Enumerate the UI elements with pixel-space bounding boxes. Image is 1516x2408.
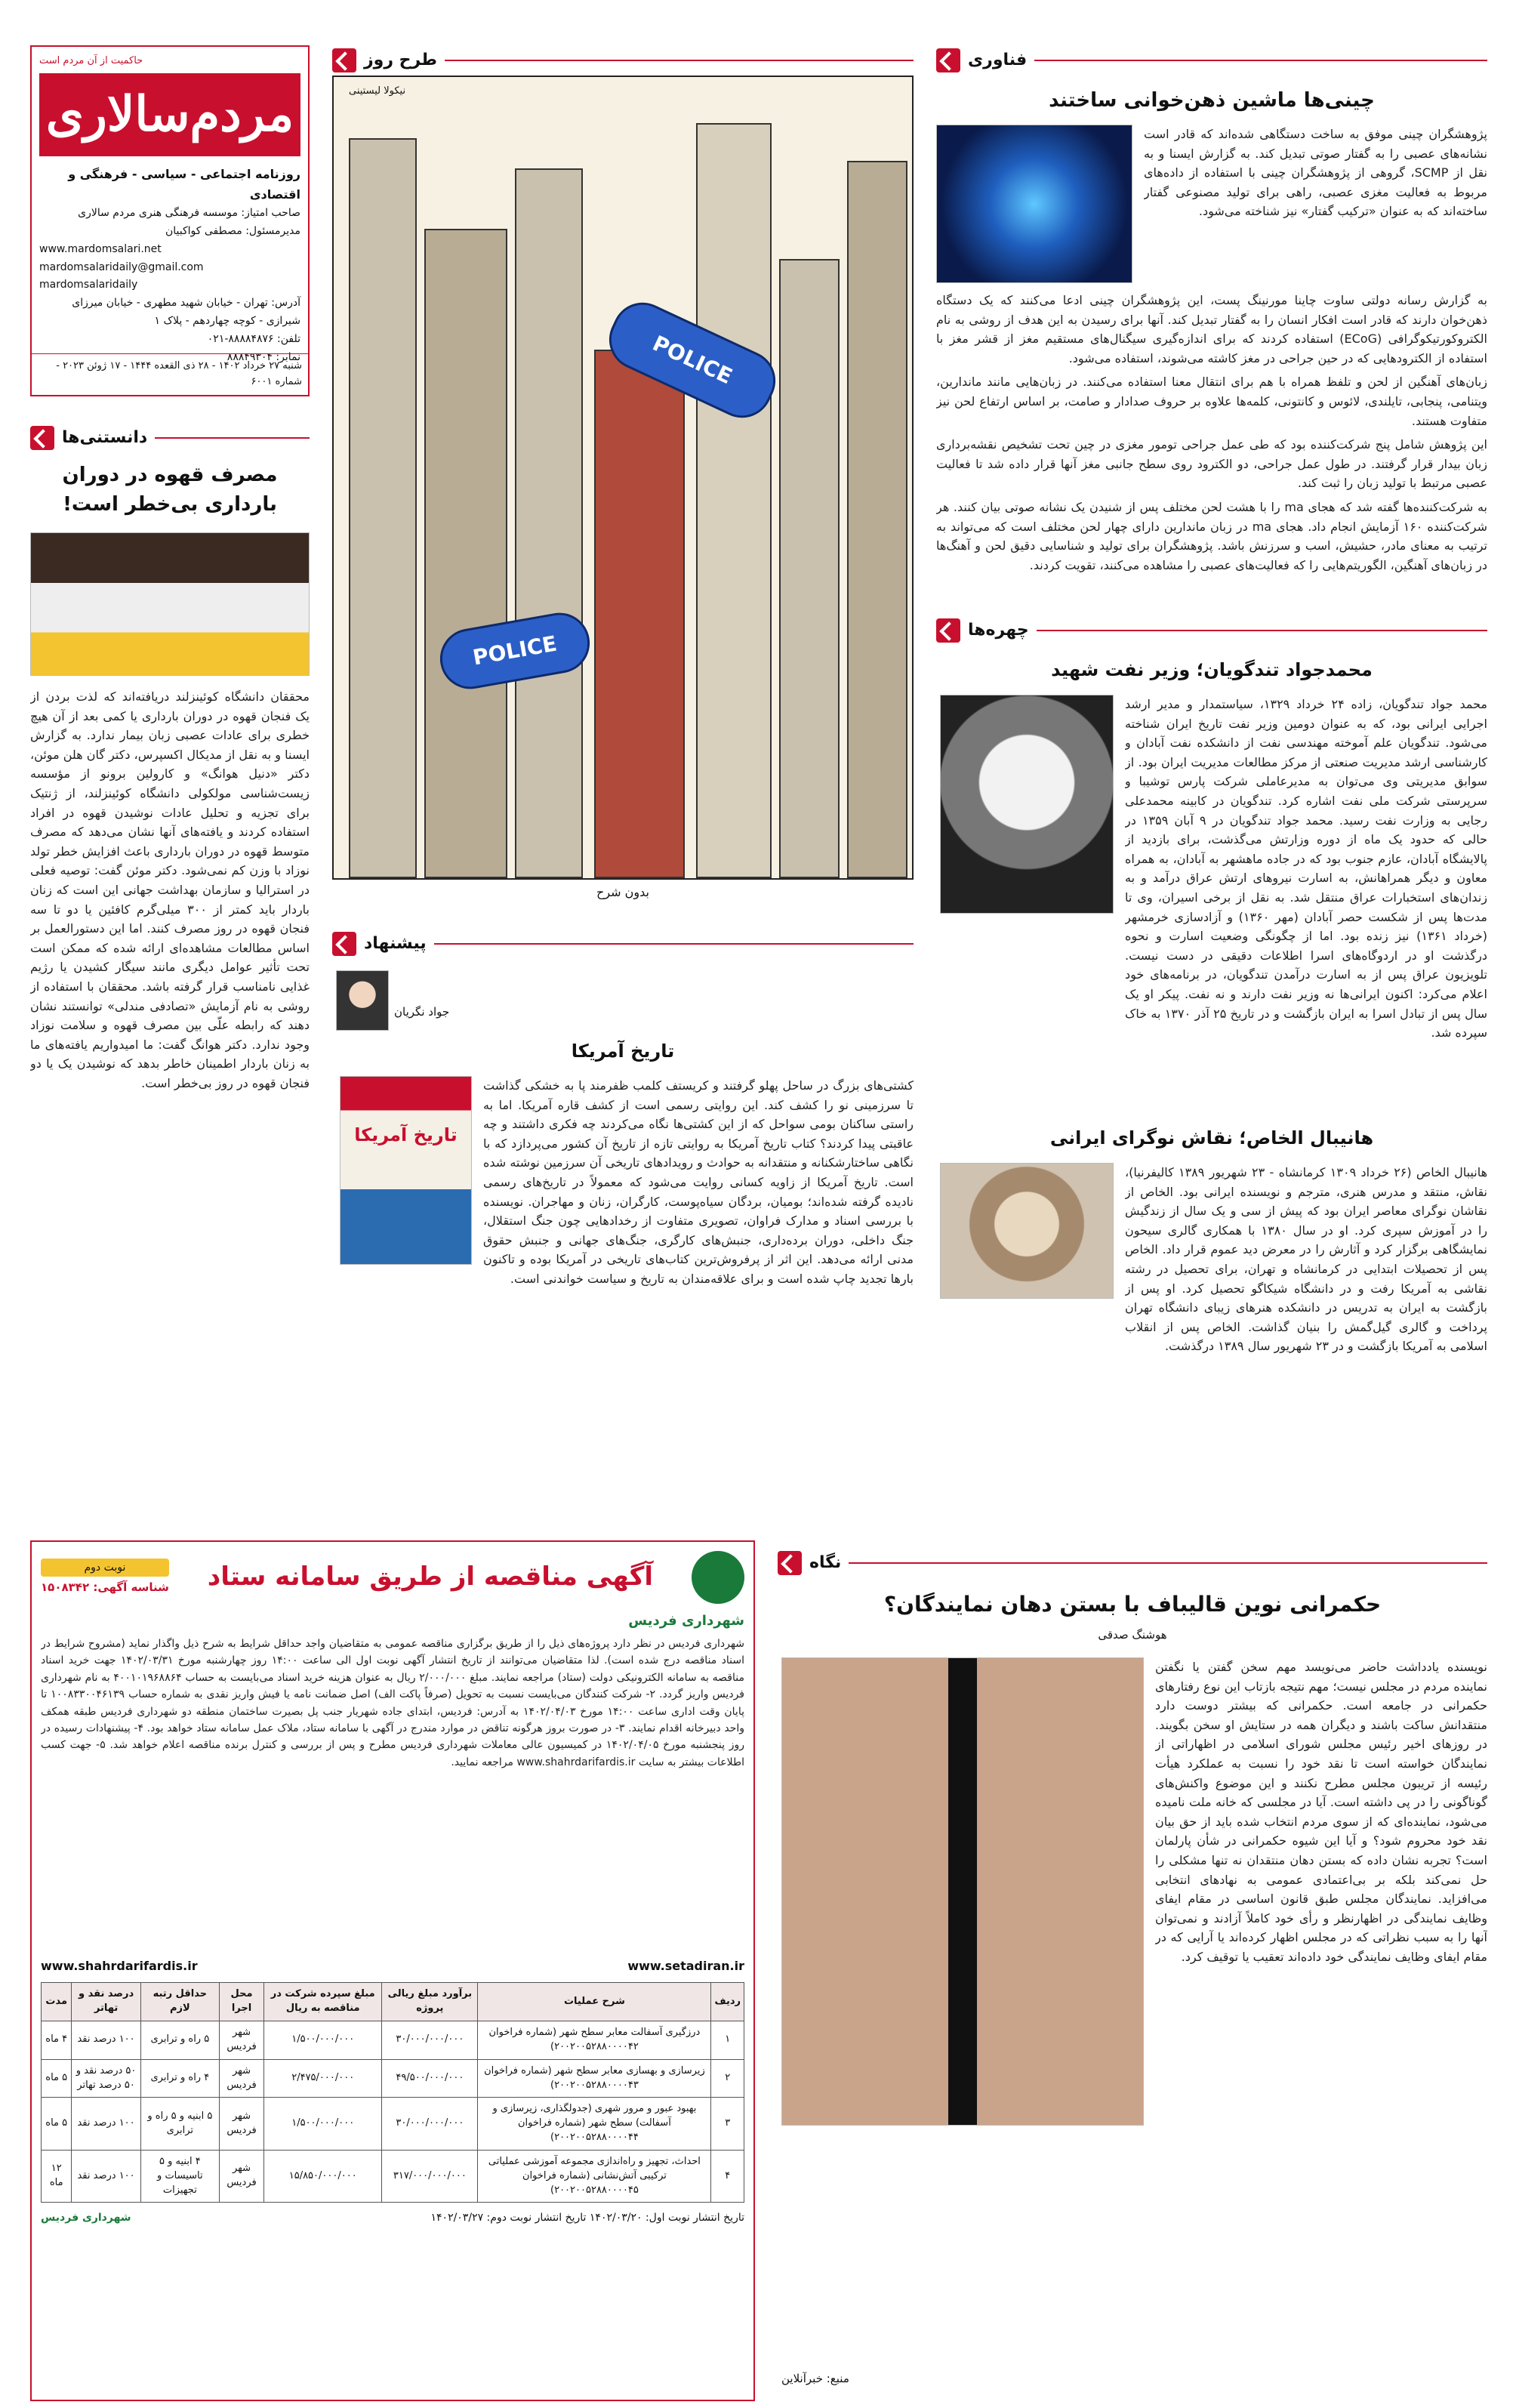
- knowledge-title: مصرف قهوه در دوران بارداری بی‌خطر است!: [62, 464, 278, 516]
- masthead: [30, 45, 310, 396]
- section-header-knowledge: [30, 423, 310, 453]
- masthead-tagline: حاکمیت از آن مردم است: [39, 55, 143, 66]
- view-source: منبع: خبرآنلاین: [781, 2372, 849, 2385]
- masthead-date: شنبه ۲۷ خرداد ۱۴۰۲ - ۲۸ ذی القعده ۱۴۴۴ - ۱۷ ژوئن ۲۰۲۳ - شماره ۶۰۰۱: [32, 353, 308, 395]
- author-photo: [336, 970, 389, 1031]
- section-arrow-icon: [30, 426, 54, 450]
- cartoon-building: [779, 259, 840, 878]
- knowledge-body: محققان دانشگاه کوئینزلند دریافته‌اند که لذت بردن از یک فنجان قهوه در دوران بارداری یا کمی بعد از آن هیچ خطری برای عادات عصبی زبان بیمار ندارد. به گزارش ایسنا و به نقل از مدیکال اکسپرس، دکتر گان هلن موئن، دکتر «دنیل هوانگ» و کارولین برونو از مؤسسه زیست‌شناسی مولکولی دانشگاه کوئینزلند، از ژنتیک برای تجزیه و تحلیل عادات نوشیدن قهوه در افراد استفاده کردند و یافته‌های آنها نشان می‌دهد که مصرف متوسط قهوه در دوران بارداری باعث افزایش خطر تولد نوزاد با وزن کم نمی‌شود. دکتر موئن گفت: توصیه فعلی در استرالیا و سازمان بهداشت جهانی این است که زنان باردار باید کمتر از ۳۰۰ میلی‌گرم کافئین یا دو تا سه فنجان قهوه در روز مصرف کنند. اما این دستورالعمل بر اساس مطالعات مشاهده‌ای ارائه شده که ممکن است تحت تأثیر عوامل دیگری مانند سیگار کشیدن یا رژیم غذایی نامناسب قرار گرفته باشد. محققان با استفاده از روشی به نام آزمایش «تصادفی مندلی» توانستند نشان دهند که رابطه علّی بین مصرف قهوه و سلامت نوزاد وجود ندارد. دکتر هوانگ گفت: ما امیدواریم یافته‌های ما به زنان باردار اطمینان خاطر بدهد که نوشیدن یک یا دو فنجان قهوه در روز بی‌خطر است.: [30, 689, 310, 1090]
- tender-ad: [30, 1540, 755, 2401]
- tech-title: چینی‌ها ماشین ذهن‌خوانی ساختند: [1049, 89, 1375, 112]
- tech-paragraph-4: این پژوهش شامل پنج شرکت‌کننده بود که طی عمل جراحی تومور مغزی در چین تحت تشخیص نقشه‌برداری زبان بیدار قرار گرفتند. در طول عمل جراحی، دو الکترود روی سطح جانبی مغز آنها قرار داده شد تا فعالیت عصبی مرتبط با تولید زبان را ثبت کند.: [936, 437, 1487, 491]
- column-header: ردیف: [711, 1983, 744, 2021]
- table-cell: ۱: [711, 2021, 744, 2059]
- tender-footer: [41, 2210, 744, 2225]
- column-header: مدت: [42, 1983, 72, 2021]
- police-sign: POLICE: [599, 293, 785, 428]
- tender-table-header: [42, 1983, 744, 2021]
- section-rule: [445, 60, 914, 61]
- book-cover: [340, 1076, 472, 1265]
- tech-paragraph-2: به گزارش رسانه دولتی ساوت چاینا مورنینگ پست، این پژوهشگران چینی ادعا می‌کنند که یک دستگاه ذهن‌خوان دارند که قادر است افکار انسان را به گفتار تبدیل کند. آنها برای رسیدن به این هدف از روشی به نام الکتروکورتیکوگرافی (ECoG) استفاده کردند که برای اندازه‌گیری سیگنال‌های مستقیم مغز از قشر مغز با استفاده از الکترودهایی که در حین جراحی در مغز کاشته می‌شوند، استفاده می‌شود.: [936, 293, 1487, 365]
- cartoon-building: [594, 350, 685, 878]
- tender-links: [41, 1957, 744, 1975]
- newspaper-logo: مردم‌سالاری: [39, 73, 300, 156]
- column-header: برآورد مبلغ ریالی پروژه: [382, 1983, 478, 2021]
- table-cell: ۳۰/۰۰۰/۰۰۰/۰۰۰: [382, 2021, 478, 2059]
- faces-person1-body: محمد جواد تندگویان، زاده ۲۴ خرداد ۱۳۲۹، سیاستمدار و مدیر ارشد اجرایی ایرانی بود، که به عنوان دومین وزیر نفت تاریخ ایران شناخته می‌شود. تندگویان علم آموخته مهندسی نفت از دانشکده نفت آبادان و کارشناسی ارشد مدیریت صنعتی از مرکز مطالعات مدیریت ایران بود. از سوابق مدیریتی وی می‌توان به مدیرعاملی شرکت پارس توشیبا و سرپرستی شرکت ملی نفت اشاره کرد. تندگویان در کابینه محمدعلی رجایی به وزارت نفت رسید. محمد جواد تندگویان در ۹ آبان ۱۳۵۹ در حالی که حدود یک ماه از دوره وزارتش می‌گذشت، برای بازدید از پالایشگاه آبادان، عازم جنوب بود که در جاده ماهشهر به آبادان، به همراه معاون و دیگر همراهانش، به اسارت نیروهای ارتش عراق درآمد و به زندان‌های استخبارات عراق منتقل شد. به نقل از برخی اسیران، وی تا مدت‌ها پس از شکست حصر آبادان (مهر ۱۳۶۰) و آزادسازی خرمشهر (خرداد ۱۳۶۱) نیز زنده بود. اما از چگونگی وضعیت اسارت و نحوه درگذشت او در اردوگاه‌های اسرا اطلاعات دقیقی در دست نیست. تلویزیون عراق پس از به اسارت درآمدن تندگویان، در برنامه‌های خود اعلام می‌کرد: اکنون ایرانی‌ها نه وزیر نفت دارند و نه نفت. پیکر او یک سال پس از تبادل اسرا به ایران بازگشت و در تاریخ ۲۵ آذر ۱۳۷۰ به خاک سپرده شد.: [1125, 697, 1487, 1041]
- table-cell: بهبود عبور و مرور شهری (جدولگذاری، زیرسازی و آسفالت) سطح شهر (شماره فراخوان ۲۰۰۲۰۰۵۲۸۸۰۰۰۰۴۴): [478, 2098, 711, 2151]
- table-cell: شهر فردیس: [219, 2021, 263, 2059]
- table-cell: ۱۰۰ درصد نقد: [72, 2098, 140, 2151]
- book-cover-title: تاریخ آمریکا: [354, 1124, 458, 1145]
- column-header: مبلغ سپرده شرکت در مناقصه به ریال: [264, 1983, 382, 2021]
- column-header: شرح عملیات: [478, 1983, 711, 2021]
- cartoon-caption: بدون شرح: [596, 885, 649, 899]
- tech-paragraph-3: زبان‌های آهنگین از لحن و تلفظ همراه با هم برای انتقال معنا استفاده می‌کنند. در زبان‌هایی مانند ماندارین، ویتنامی، پنجابی، تایلندی، لائوس و کانتونی، کلمه‌ها علاوه بر حروف صدادار و صامت، بر اساس ارتفاع لحن نیز متفاوت هستند.: [936, 375, 1487, 428]
- tender-badge-box: [41, 1559, 169, 1596]
- section-header-suggestion: [332, 929, 914, 959]
- masthead-manager: مدیرمسئول: مصطفی کواکبیان: [165, 225, 300, 238]
- table-row: [42, 2021, 744, 2059]
- cartoon-building: [349, 138, 417, 878]
- table-cell: ۱۲ ماه: [42, 2150, 72, 2203]
- table-cell: ۱/۵۰۰/۰۰۰/۰۰۰: [264, 2098, 382, 2151]
- column-header: محل اجرا: [219, 1983, 263, 2021]
- table-row: [42, 2059, 744, 2098]
- masthead-phone: تلفن: ۸۸۸۸۴۸۷۶-۰۲۱: [207, 332, 300, 345]
- section-arrow-icon: [936, 48, 960, 72]
- section-label: دانستنی‌ها: [62, 428, 148, 448]
- section-header-view: [778, 1548, 1487, 1578]
- section-header-faces: [936, 615, 1487, 646]
- cartoon-image: [332, 76, 914, 880]
- masthead-subtitle: روزنامه اجتماعی - سیاسی - فرهنگی و اقتصادی: [68, 166, 300, 202]
- table-cell: ۱۰۰ درصد نقد: [72, 2021, 140, 2059]
- table-cell: ۴ راه و ترابری: [140, 2059, 219, 2098]
- tender-org: شهرداری فردیس: [628, 1613, 744, 1629]
- brain-photo: [936, 125, 1132, 283]
- table-cell: ۵ راه و ترابری: [140, 2021, 219, 2059]
- tender-ad-id: شناسه آگهی: ۱۵۰۸۳۴۲: [41, 1580, 169, 1595]
- masthead-instagram[interactable]: mardomsalaridaily: [39, 279, 138, 291]
- section-rule: [155, 437, 310, 439]
- police-sign: POLICE: [436, 608, 595, 694]
- section-rule: [434, 943, 914, 945]
- table-cell: ۴ ماه: [42, 2021, 72, 2059]
- tender-footer-dates: تاریخ انتشار نوبت اول: ۱۴۰۲/۰۳/۲۰ تاریخ انتشار نوبت دوم: ۱۴۰۲/۰۳/۲۷: [430, 2212, 744, 2225]
- section-label: فناوری: [968, 51, 1028, 70]
- tender-table: [41, 1982, 744, 2203]
- table-cell: ۱۰۰ درصد نقد: [72, 2150, 140, 2203]
- tender-header: [41, 1551, 744, 1604]
- cartoon-building: [847, 161, 907, 878]
- suggestion-body: کشتی‌های بزرگ در ساحل پهلو گرفتند و کریستف کلمب ظفرمند پا به خشکی گذاشت تا سرزمینی نو را کشف کند. این روایتی رسمی است از کشف قاره آمریکا. اما به راستی ساکنان بومی سواحل که از این کشتی‌ها نگاه می‌کردند چه فکری داشتند و چه عاقبتی پیدا کردند؟ کتاب تاریخ آمریکا به روایتی تازه از تاریخ آن کشور می‌پردازد که با نگاهی ساختارشکنانه و منتقدانه به حوادث و رویدادهای تاریخی آن سرزمین نوشته شده است. تاریخ آمریکا از زاویه کسانی روایت می‌شود که معمولاً در تاریخ‌های رسمی نادیده گرفته شده‌اند؛ بومیان، بردگان سیاه‌پوست، کارگران، زنان و مهاجران. نویسنده با بررسی اسناد و مدارک فراوان، تصویری متفاوت از رخدادهایی چون جنگ استقلال، جنگ داخلی، دوران برده‌داری، جنبش‌های کارگری، جنگ‌های جهانی و جنبش حقوق مدنی ارائه می‌دهد. این اثر از پرفروش‌ترین کتاب‌های تاریخی در آمریکا بوده و تاکنون بارها تجدید چاپ شده است و برای علاقه‌مندان به تاریخ و سیاست خواندنی است.: [483, 1078, 914, 1286]
- tender-badge: نوبت دوم: [41, 1559, 169, 1577]
- suggestion-title: تاریخ آمریکا: [571, 1041, 675, 1062]
- view-title: حکمرانی نوین قالیباف با بستن دهان نمایندگان؟: [883, 1592, 1382, 1617]
- section-label: طرح روز: [364, 51, 437, 70]
- tech-paragraph-5: به شرکت‌کننده‌ها گفته شد که هجای ma را با هشت لحن مختلف پس از شنیدن یک نشانه صوتی بیان کنند. هر شرکت‌کننده ۱۶۰ آزمایش انجام داد. هجای ma در زبان ماندارین دارای چهار لحن مختلف است که می‌تواند به ترتیب به معنای مادر، حشیش، اسب و سرزنش باشد. پژوهشگران برای تولید و شناسایی دقیق لحن و آهنگ‌ها در زبان‌های آهنگین، الگوریتم‌هایی را که فعالیت‌های عصبی را مشاهده می‌کنند، تقویت کردند.: [936, 499, 1487, 572]
- table-cell: ۴: [711, 2150, 744, 2203]
- zipper-mouth-photo: [781, 1657, 1144, 2126]
- faces-person2-body: هانیبال الخاص (۲۶ خرداد ۱۳۰۹ کرمانشاه - ۲۳ شهریور ۱۳۸۹ کالیفرنیا)، نقاش، منتقد و مدرس هنری، مترجم و نویسنده ایرانی بود. الخاص از نقاشان نوگرای معاصر ایران بود که پیش از سی و یک سال از زندگیش را در آموزش سپری کرد. او در سال ۱۳۸۰ با همکاری گالری سیحون نمایشگاهی برگزار کرد و آثارش را در معرض دید عموم قرار داد. الخاص پس از تحصیلات ابتدایی در کرمانشاه و تهران، برای تحصیل در رشته نقاشی به آمریکا رفت و در دانشگاه شیکاگو تحصیل کرد. او پس از بازگشت به ایران به تدریس در دانشکده هنرهای زیبای دانشگاه تهران پرداخت و گالری گیل‌گمش را بنیان گذاشت. الخاص پس از انقلاب اسلامی به آمریکا بازگشت و در ۲۳ شهریور سال ۱۳۸۹ درگذشت.: [1125, 1165, 1487, 1354]
- coffee-photo: [30, 532, 310, 676]
- tandgooyan-portrait: [940, 695, 1114, 914]
- municipality-logo-icon: [692, 1551, 744, 1604]
- setad-link[interactable]: www.setadiran.ir: [627, 1959, 744, 1974]
- table-cell: ۴۹/۵۰۰/۰۰۰/۰۰۰: [382, 2059, 478, 2098]
- table-cell: ۲: [711, 2059, 744, 2098]
- section-arrow-icon: [936, 618, 960, 643]
- table-cell: ۴ ابنیه و ۵ تاسیسات و تجهیزات: [140, 2150, 219, 2203]
- table-cell: شهر فردیس: [219, 2059, 263, 2098]
- section-arrow-icon: [332, 48, 356, 72]
- alkhas-portrait: [940, 1163, 1114, 1299]
- table-cell: شهر فردیس: [219, 2098, 263, 2151]
- table-cell: ۱۵/۸۵۰/۰۰۰/۰۰۰: [264, 2150, 382, 2203]
- section-header-cartoon: [332, 45, 914, 76]
- tender-intro: شهرداری فردیس در نظر دارد پروژه‌های ذیل را از طریق برگزاری مناقصه عمومی به متقاضیان واجد حداقل شرایط به شرح ذیل واگذار نماید (مشروح شرایط در اسناد مناقصه درج شده است). لذا متقاضیان می‌توانند از تاریخ انتشار آگهی نوبت اول الی ساعت ۱۴:۰۰ روز چهارشنبه مورخ ۱۴۰۲/۰۳/۳۱ جهت خرید اسناد مناقصه به سامانه الکترونیکی دولت (ستاد) مراجعه نمایند. مبلغ ۲/۰۰۰/۰۰۰ ریال به عنوان هزینه خرید اسناد می‌بایست به حساب ۴۰۰۱۰۱۹۶۸۸۶۴ به نام شهرداری فردیس واریز گردد. ۲- شرکت کنندگان می‌بایست نسبت به تحویل (صرفاً پاکت الف) اصل ضمانت نامه یا فیش واریز نقدی به شماره حساب ۱۰۰۸۳۳۰۰۴۶۱۳۹ تا پایان وقت اداری ساعت ۱۴:۰۰ مورخ ۱۴۰۲/۰۴/۰۳ به آدرس: فردیس، ابتدای جاده شهریار جنب پل بصیرت ساختمان منطقه دو شهرداری فردیس طبقه همکف واحد دبیرخانه اقدام نمایند. ۳- در صورت بروز هرگونه تناقض در موارد مندرج در آگهی با سامانه ستاد، ملاک عمل سامانه ستاد خواهد بود. ۴- پیشنهادات رسیده در روز پنجشنبه مورخ ۱۴۰۲/۰۴/۰۵ در کمیسیون عالی معاملات شهرداری فردیس مطرح و پس از بررسی و کنترل برنده مناقصه اعلام خواهد شد. ۵- جهت کسب اطلاعات بیشتر به سایت www.shahrdarifardis.ir مراجعه نمایید.: [41, 1638, 744, 1768]
- column-header: حداقل رتبه لازم: [140, 1983, 219, 2021]
- section-label: نگاه: [809, 1553, 842, 1573]
- table-cell: ۵ ابنیه و ۵ راه و ترابری: [140, 2098, 219, 2151]
- masthead-address: آدرس: تهران - خیابان شهید مطهری - خیابان میرزای شیرازی - کوچه چهاردهم - پلاک ۱: [72, 297, 300, 327]
- section-rule: [849, 1562, 1487, 1564]
- section-arrow-icon: [332, 932, 356, 956]
- table-cell: ۳۰/۰۰۰/۰۰۰/۰۰۰: [382, 2098, 478, 2151]
- municipality-link[interactable]: www.shahrdarifardis.ir: [41, 1959, 198, 1974]
- table-cell: ۳: [711, 2098, 744, 2151]
- table-cell: ۲/۴۷۵/۰۰۰/۰۰۰: [264, 2059, 382, 2098]
- faces-person2-title: هانیبال الخاص؛ نقاش نوگرای ایرانی: [1049, 1127, 1374, 1149]
- table-cell: ۳۱۷/۰۰۰/۰۰۰/۰۰۰: [382, 2150, 478, 2203]
- tech-paragraph-1: پژوهشگران چینی موفق به ساخت دستگاهی شده‌اند که قادر است نشانه‌های عصبی را به گفتار صوتی تبدیل کند. به گزارش ایسنا و به نقل از SCMP، گروهی از پژوهشگران چینی با استفاده از داده‌های مربوط به فعالیت مغزی عصبی، راهی برای تولید مصنوعی گفتار ساخته‌اند که به عنوان «ترکیب گفتار» نیز شناخته می‌شود.: [1144, 127, 1487, 219]
- masthead-website[interactable]: www.mardomsalari.net: [39, 242, 162, 255]
- section-arrow-icon: [778, 1551, 802, 1575]
- section-rule: [1037, 630, 1487, 631]
- masthead-email[interactable]: mardomsalaridaily@gmail.com: [39, 261, 204, 273]
- cartoon-building: [696, 123, 772, 878]
- view-body: نویسنده یادداشت حاضر می‌نویسد مهم سخن گفتن یا نگفتن نماینده مردم در مجلس نیست؛ مهم نتیجه بازتاب این نوع رفتارهای حکمرانی در جامعه است. حکمرانی که بیشتر دوست دارد منتقدانش ساکت باشند و دیگران همه در ستایش او سخن بگویند. در روزهای اخیر رئیس مجلس شورای اسلامی در اظهاراتی از نمایندگان خواسته است تا نقد خود را نسبت به عملکرد هیأت رئیسه از تریبون مجلس مطرح نکنند و این موضوع واکنش‌های گوناگونی را در پی داشته است. آیا در مجلسی که خانه ملت نامیده می‌شود، نماینده‌ای که از سوی مردم انتخاب شده باید از حق بیان نقد خود محروم شود؟ و آیا این شیوه حکمرانی در شأن پارلمان است؟ تجربه نشان داده که بستن دهان منتقدان نه تنها مشکلی را حل نمی‌کند بلکه بر بی‌اعتمادی عمومی به نهادهای انتخابی می‌افزاید. نمایندگان مجلس طبق قانون اساسی در مقام ایفای وظایف نمایندگی در اظهارنظر و رأی خود کاملاً آزادند و نمی‌توان آنها را به سبب نظراتی که در مجلس اظهار کرده‌اند یا آرایی که در مقام ایفای وظایف نمایندگی خود داده‌اند تعقیب یا توقیف کرد.: [1155, 1660, 1487, 1964]
- table-cell: زیرسازی و بهسازی معابر سطح شهر (شماره فراخوان ۲۰۰۲۰۰۵۲۸۸۰۰۰۰۴۳): [478, 2059, 711, 2098]
- table-cell: احداث، تجهیز و راه‌اندازی مجموعه آموزشی عملیاتی ترکیبی آتش‌نشانی (شماره فراخوان ۲۰۰۲۰۰۵۲۸۸۰۰۰۰۴۵): [478, 2150, 711, 2203]
- tender-footer-org: شهرداری فردیس: [41, 2212, 131, 2225]
- table-cell: ۵ ماه: [42, 2098, 72, 2151]
- table-cell: درزگیری آسفالت معابر سطح شهر (شماره فراخوان ۲۰۰۲۰۰۵۲۸۸۰۰۰۰۴۲): [478, 2021, 711, 2059]
- tech-body: [936, 291, 1487, 593]
- table-cell: ۱/۵۰۰/۰۰۰/۰۰۰: [264, 2021, 382, 2059]
- faces-person1-title: محمدجواد تندگویان؛ وزیر نفت شهید: [1051, 659, 1373, 680]
- section-header-technology: [936, 45, 1487, 76]
- table-cell: ۵۰ درصد نقد و ۵۰ درصد تهاتر: [72, 2059, 140, 2098]
- table-row: [42, 2150, 744, 2203]
- masthead-fax: نمابر: ۸۸۸۴۹۳۰۴: [226, 350, 300, 363]
- view-author: هوشنگ صدقی: [1098, 1628, 1167, 1642]
- section-label: پیشنهاد: [364, 934, 427, 954]
- cartoon-building: [424, 229, 507, 878]
- table-cell: شهر فردیس: [219, 2150, 263, 2203]
- table-row: [42, 2098, 744, 2151]
- table-cell: ۵ ماه: [42, 2059, 72, 2098]
- masthead-owner: صاحب امتیاز: موسسه فرهنگی هنری مردم سالاری: [78, 207, 300, 220]
- section-rule: [1034, 60, 1487, 61]
- cartoon-artist: نیکولا لیستینی: [349, 85, 406, 97]
- tender-title: آگهی مناقصه از طریق سامانه ستاد: [207, 1562, 654, 1592]
- column-header: درصد نقد و تهاتر: [72, 1983, 140, 2021]
- cartoon-building: [515, 168, 583, 878]
- section-label: چهره‌ها: [968, 621, 1029, 640]
- suggestion-author: جواد نگریان: [394, 1005, 450, 1019]
